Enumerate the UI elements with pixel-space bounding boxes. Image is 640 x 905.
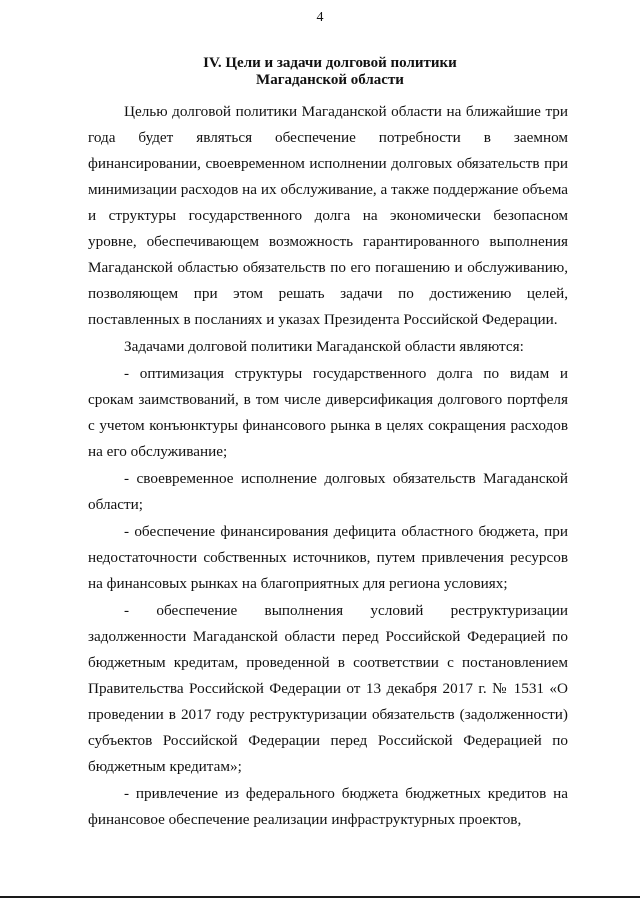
list-item-optimization: - оптимизация структуры государственного долга по видам и срокам заимствований, в том числе диверсификация долгового портфеля с учетом конъюнктуры финансового рынка в целях сокращения расходов на его обслуживание; <box>88 365 568 460</box>
list-item-restructuring: - обеспечение выполнения условий реструктуризации задолженности Магаданской области перед Российской Федерацией по бюджетным кредитам, проведенной в соответствии с постановлением Правительства Российской Федерации от 13 декабря 2017 г. № 1531 «О проведении в 2017 году реструктуризации обязательств (задолженности) субъектов Российской Федерации перед Российской Федерацией по бюджетным кредитам»; <box>88 602 568 775</box>
document-body <box>88 99 568 834</box>
page-number: 4 <box>316 10 324 25</box>
list-item-timely-execution: - своевременное исполнение долговых обязательств Магаданской области; <box>88 470 568 513</box>
bottom-border-line <box>0 896 640 898</box>
section-heading-line-1: IV. Цели и задачи долговой политики <box>203 55 457 71</box>
section-heading <box>60 55 600 89</box>
paragraph-tasks-intro: Задачами долговой политики Магаданской области являются: <box>124 338 524 355</box>
list-item-deficit-financing: - обеспечение финансирования дефицита областного бюджета, при недостаточности собственных источников, путем привлечения ресурсов на финансовых рынках на благоприятных для региона условиях; <box>88 523 568 592</box>
paragraph-goal: Целью долговой политики Магаданской области на ближайшие три года будет являться обеспечение потребности в заемном финансировании, своевременном исполнении долговых обязательств при минимизации расходов на их обслуживание, а также поддержание объема и структуры государственного долга на экономически безопасном уровне, обеспечивающем возможность гарантированного выполнения Магаданской областью обязательств по его погашению и обслуживанию, позволяющем при этом решать задачи по достижению целей, поставленных в посланиях и указах Президента Российской Федерации. <box>88 103 568 328</box>
section-heading-line-2: Магаданской области <box>256 72 404 88</box>
list-item-federal-credits: - привлечение из федерального бюджета бюджетных кредитов на финансовое обеспечение реализации инфраструктурных проектов, <box>88 785 568 828</box>
